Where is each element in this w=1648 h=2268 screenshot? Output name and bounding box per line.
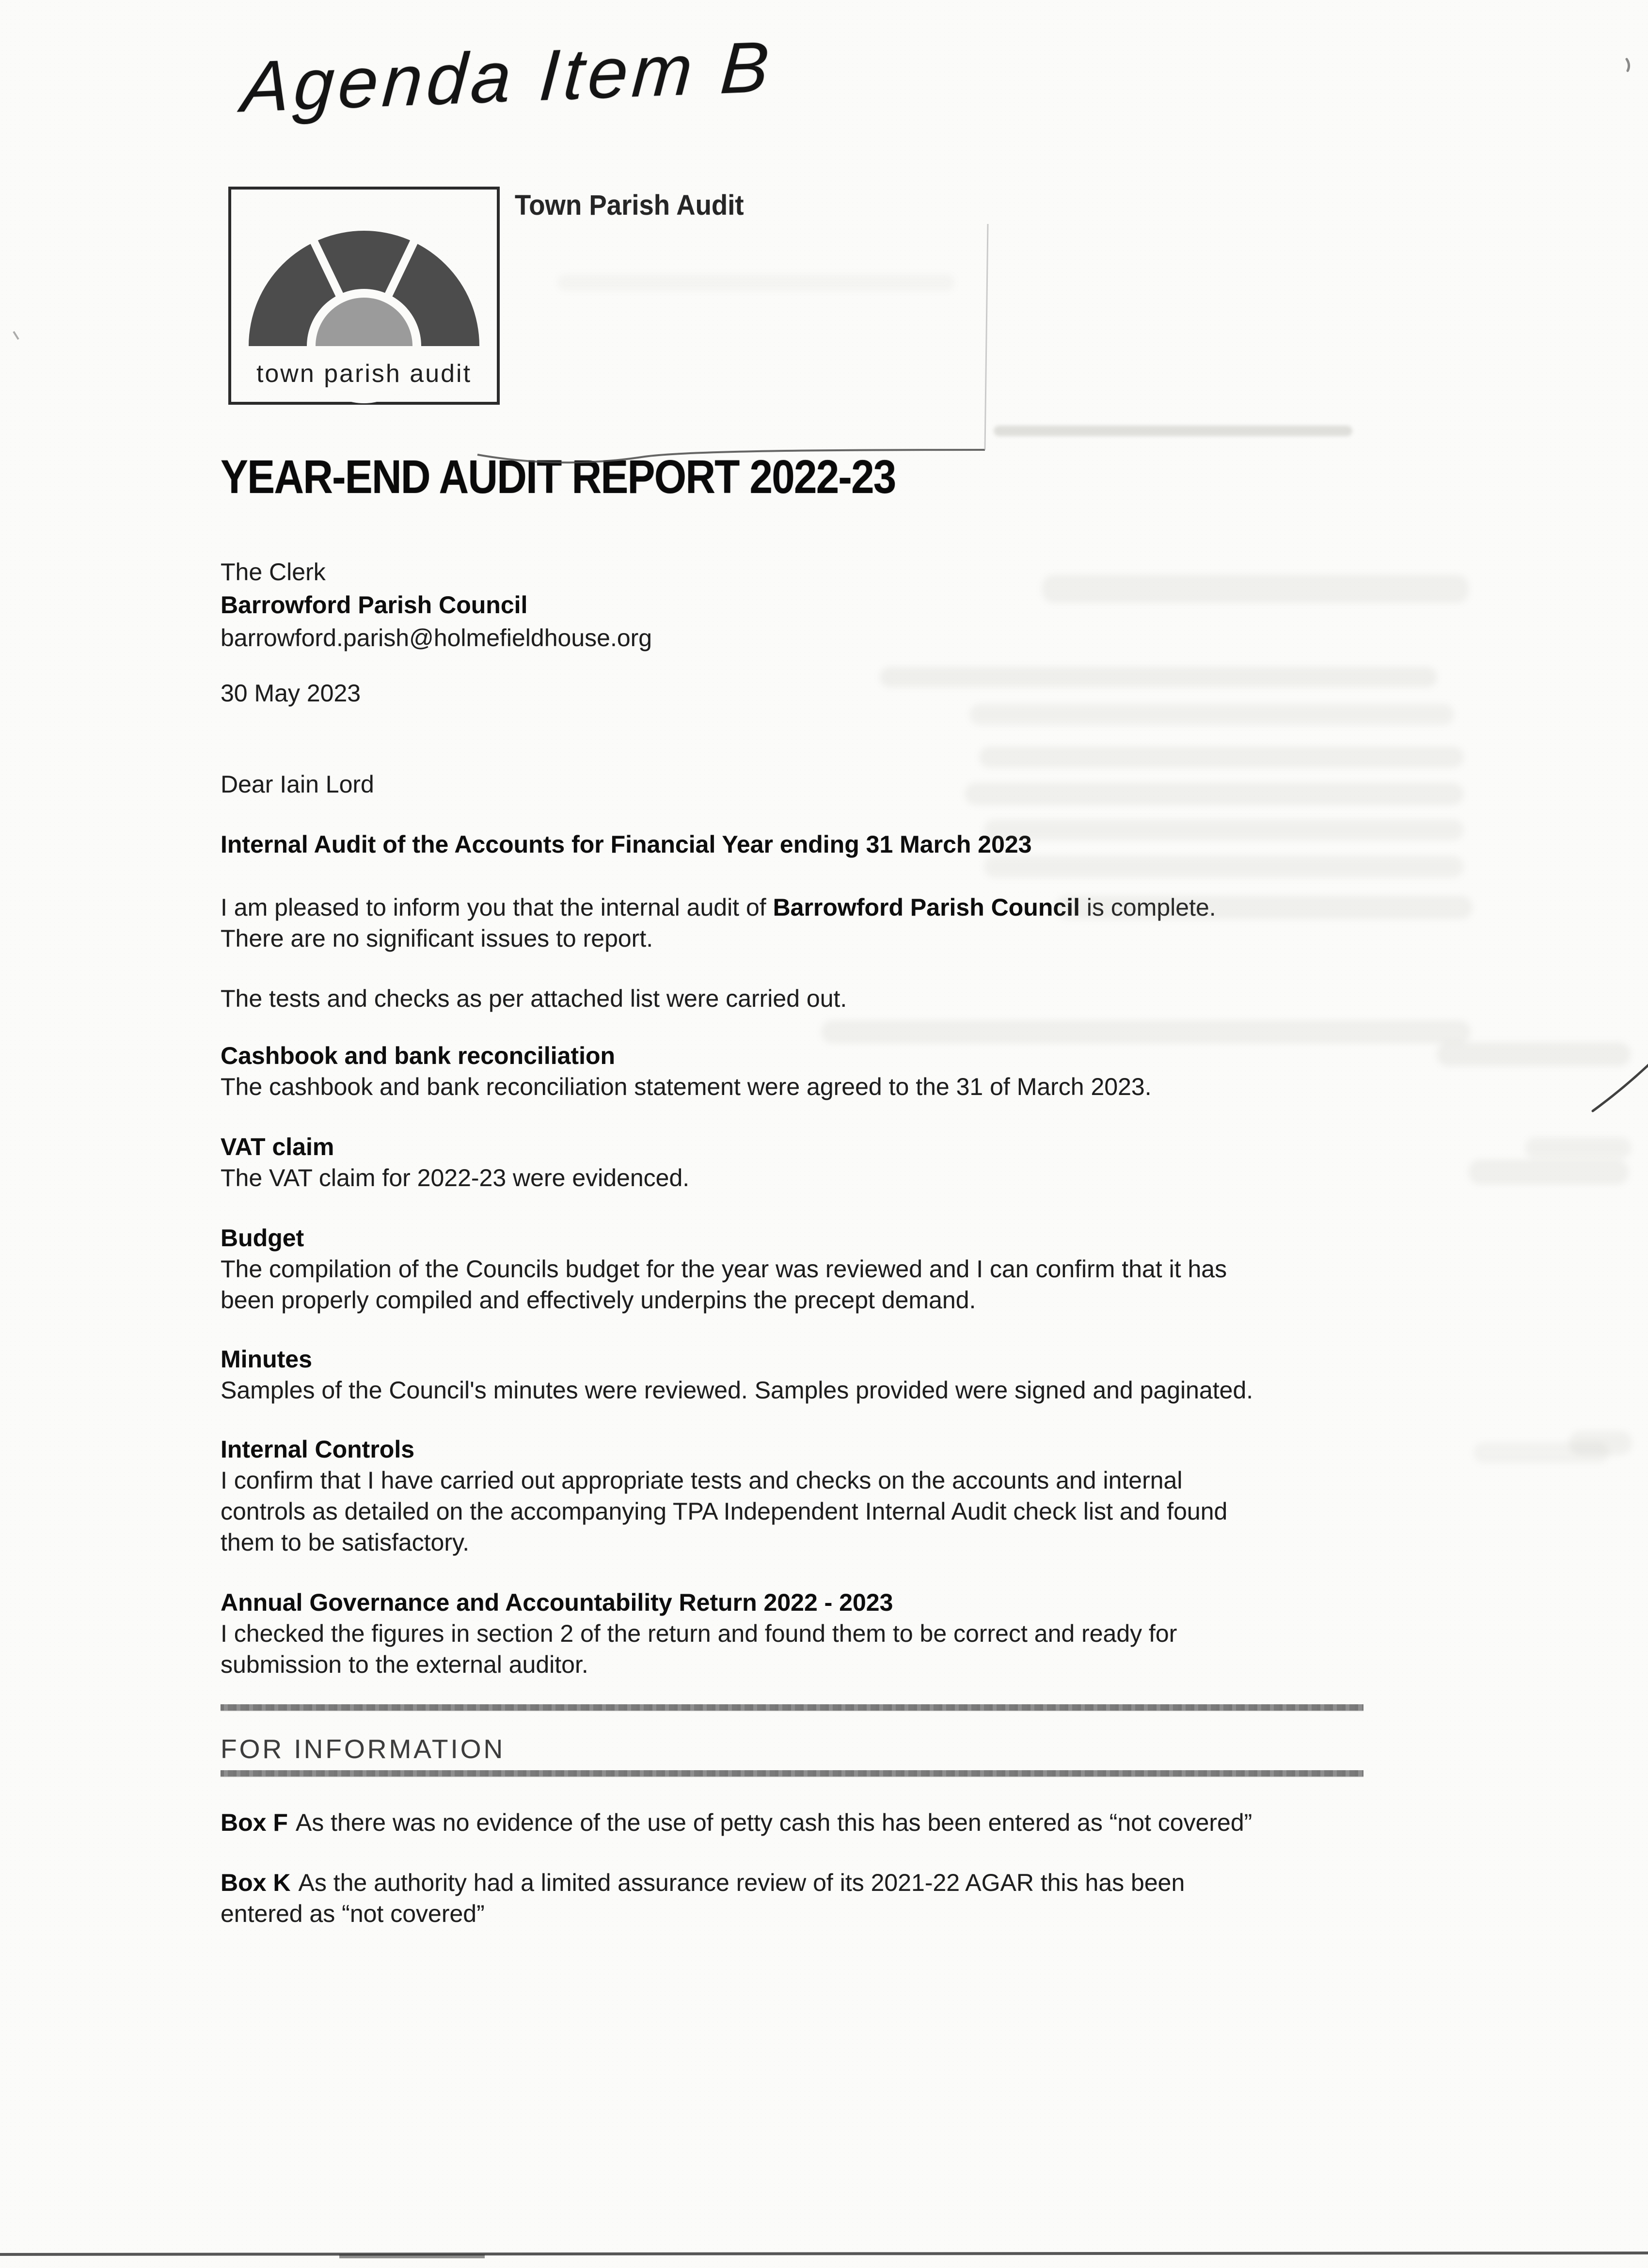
- scanner-bottom-edge: [0, 2253, 1648, 2254]
- note-line: entered as “not covered”: [221, 1900, 485, 1927]
- section-line: been properly compiled and effectively underpins the precept demand.: [221, 1286, 976, 1314]
- note-text: As the authority had a limited assurance review of its 2021-22 AGAR this has been: [298, 1869, 1185, 1896]
- section-budget: [221, 1222, 1227, 1316]
- section-heading: Minutes: [221, 1346, 312, 1373]
- intro-council-bold: Barrowford Parish Council: [773, 894, 1080, 921]
- logo-caption: town parish audit: [256, 360, 472, 388]
- section-heading: Budget: [221, 1224, 304, 1252]
- divider-bottom: [221, 1770, 1363, 1776]
- note-text: As there was no evidence of the use of petty cash this has been entered as “not covered”: [295, 1809, 1252, 1836]
- brand-name: Town Parish Audit: [515, 190, 744, 221]
- for-information-heading: FOR INFORMATION: [221, 1734, 506, 1764]
- handwritten-agenda-note: Agenda Item B: [239, 26, 776, 127]
- bleed-through-smudge: [1437, 1042, 1631, 1066]
- logo-baseline-mask: [245, 346, 483, 350]
- divider-top: [221, 1704, 1363, 1711]
- section-heading: Cashbook and bank reconciliation: [221, 1042, 616, 1069]
- subject-line: Internal Audit of the Accounts for Financial Year ending 31 March 2023: [221, 831, 1032, 858]
- pen-mark-right-margin: [1593, 1064, 1648, 1111]
- bleed-through-smudge: [1042, 575, 1469, 603]
- section-line: The compilation of the Councils budget for the year was reviewed and I can confirm that it has: [221, 1255, 1227, 1283]
- recipient-block: [221, 555, 652, 654]
- report-title: YEAR-END AUDIT REPORT 2022-23: [221, 450, 896, 503]
- bleed-through-smudge: [880, 667, 1437, 687]
- section-line: I confirm that I have carried out appropriate tests and checks on the accounts and internal: [221, 1467, 1183, 1494]
- section-cashbook: [221, 1040, 1152, 1102]
- patch-right-edge-line: [985, 224, 988, 450]
- town-parish-audit-logo: [228, 186, 500, 405]
- bleed-through-smudge: [984, 819, 1464, 841]
- section-line: submission to the external auditor.: [221, 1651, 588, 1678]
- speck-left-margin: [14, 332, 18, 339]
- section-line: The cashbook and bank reconciliation statement were agreed to the 31 of March 2023.: [221, 1073, 1152, 1100]
- section-line: Samples of the Council's minutes were reviewed. Samples provided were signed and paginated.: [221, 1377, 1253, 1404]
- section-line: The VAT claim for 2022-23 were evidenced.: [221, 1164, 690, 1191]
- section-minutes: [221, 1344, 1253, 1406]
- section-line: I checked the figures in section 2 of the return and found them to be correct and ready for: [221, 1620, 1177, 1647]
- note-box-k: [221, 1867, 1185, 1929]
- bleed-through-smudge: [821, 1020, 1471, 1044]
- section-line: controls as detailed on the accompanying TPA Independent Internal Audit check list and found: [221, 1498, 1228, 1525]
- bleed-through-smudge: [557, 274, 955, 291]
- note-label: Box K: [221, 1869, 291, 1896]
- section-heading: VAT claim: [221, 1133, 334, 1160]
- tests-line: The tests and checks as per attached list were carried out.: [221, 985, 847, 1012]
- section-agar: [221, 1587, 1177, 1680]
- bleed-through-smudge: [969, 704, 1454, 725]
- intro-line-2: There are no significant issues to report.: [221, 925, 653, 952]
- bleed-through-smudge: [1056, 896, 1473, 919]
- section-heading: Internal Controls: [221, 1436, 415, 1463]
- intro-post: is complete.: [1080, 894, 1216, 921]
- note-label: Box F: [221, 1809, 288, 1836]
- bleed-through-smudge: [1525, 1137, 1632, 1158]
- letter-date: 30 May 2023: [221, 680, 361, 707]
- note-line: [221, 1867, 1185, 1898]
- bleed-through-smudge: [1469, 1159, 1629, 1185]
- logo-graphic: [228, 186, 500, 405]
- salutation: Dear Iain Lord: [221, 771, 374, 798]
- recipient-email: barrowford.parish@holmefieldhouse.org: [221, 624, 652, 651]
- speck-top-right: [1627, 59, 1629, 71]
- recipient-council: Barrowford Parish Council: [221, 591, 528, 619]
- section-internal-controls: [221, 1434, 1227, 1558]
- intro-pre: I am pleased to inform you that the internal audit of: [221, 894, 773, 921]
- recipient-role: The Clerk: [221, 558, 326, 586]
- section-heading: Annual Governance and Accountability Return 2022 - 2023: [221, 1589, 893, 1616]
- note-line: [221, 1807, 1252, 1838]
- bleed-through-smudge: [965, 783, 1464, 805]
- section-vat: [221, 1131, 689, 1193]
- patch-edge-texture: [994, 426, 1352, 436]
- note-box-f: [221, 1807, 1252, 1838]
- section-line: them to be satisfactory.: [221, 1529, 470, 1556]
- bleed-through-smudge: [1474, 1442, 1609, 1463]
- bleed-through-smudge: [984, 856, 1464, 878]
- bleed-through-smudge: [979, 746, 1464, 768]
